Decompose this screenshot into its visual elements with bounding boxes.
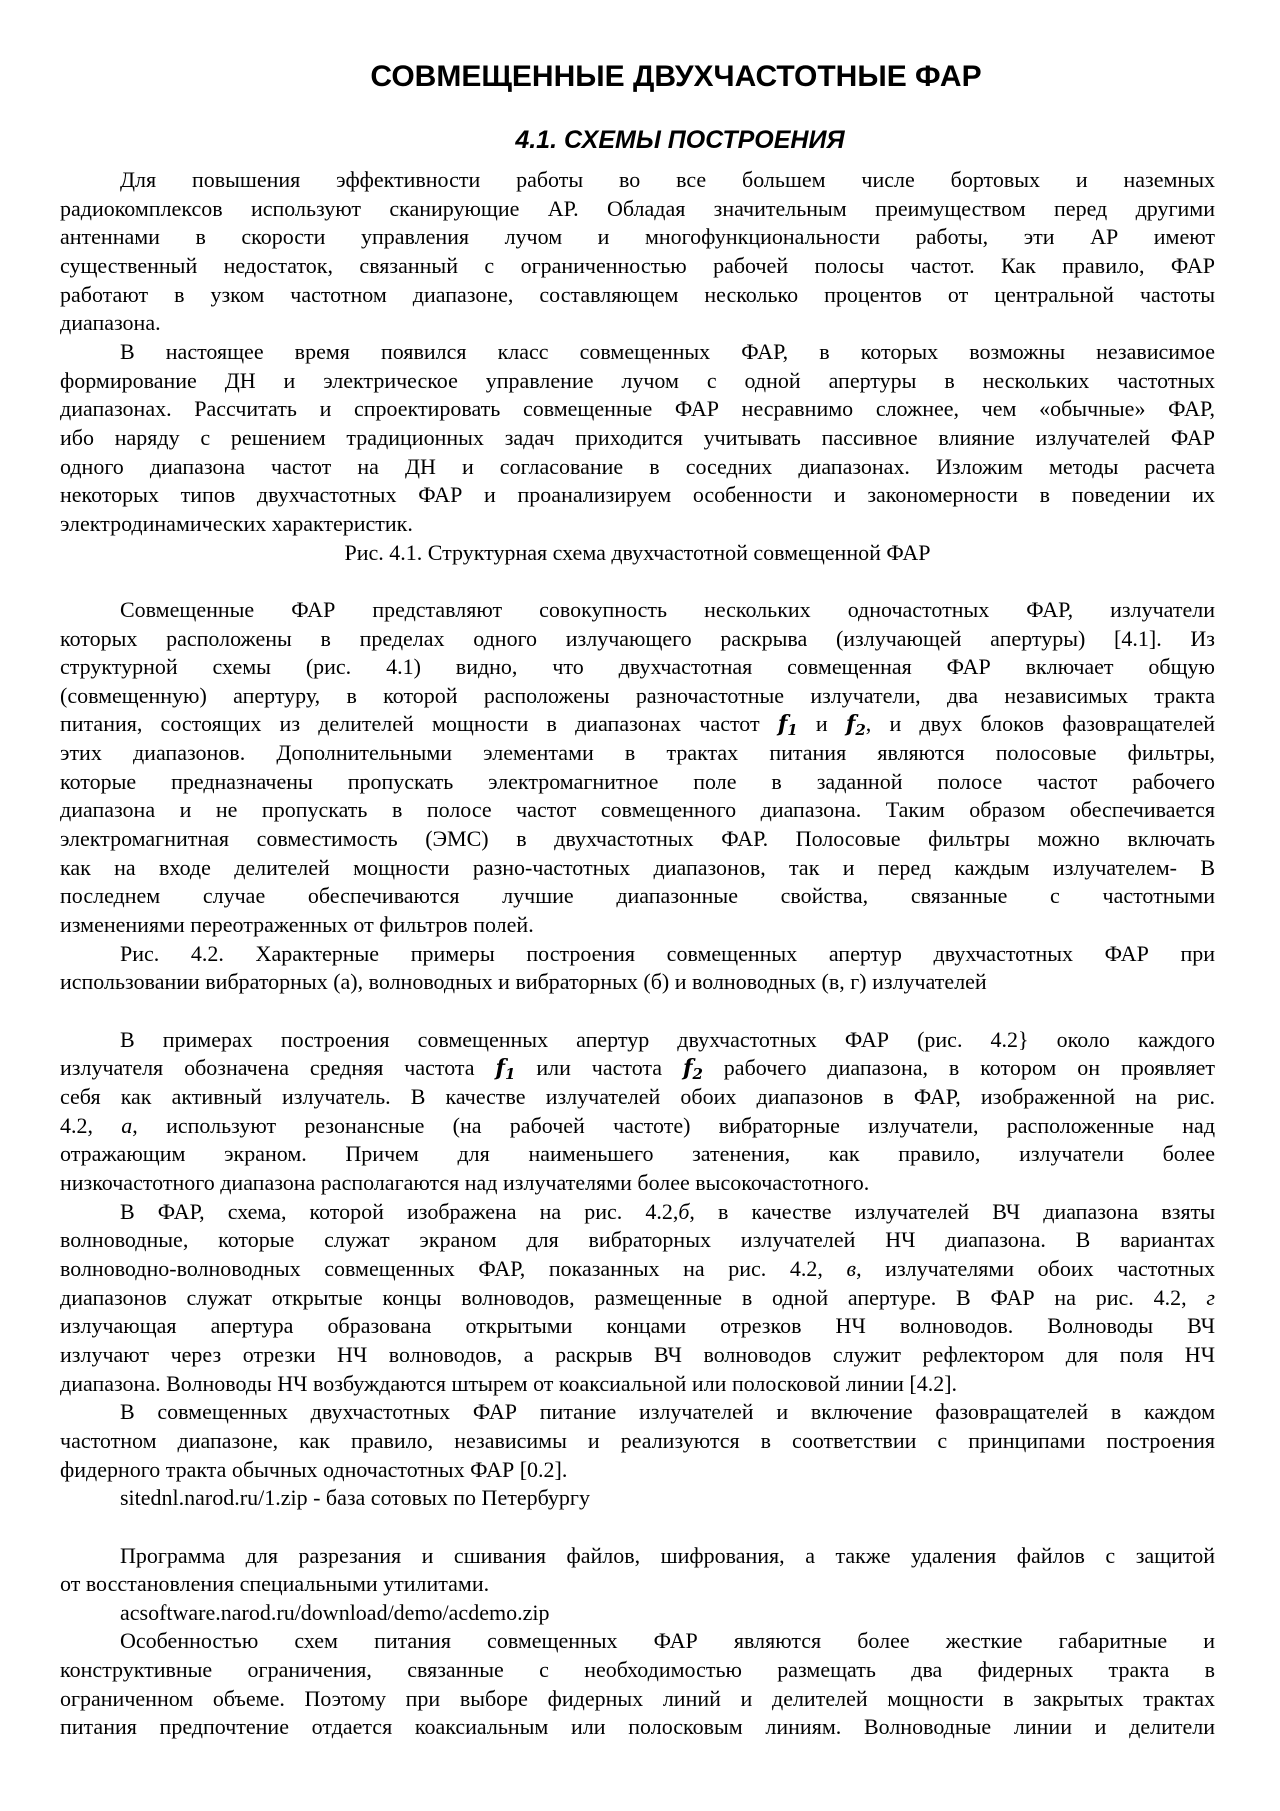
figure-label: в [846, 1255, 857, 1281]
figure-label: г [1206, 1284, 1215, 1310]
text-line: (совмещенную) апертуру, в которой расположены разночастотные излучатели, два независимых тракта [60, 682, 1215, 708]
text-line: Особенностью схем питания совмещенных ФАР являются более жесткие габаритные и [120, 1628, 1215, 1654]
text-line: использовании вибраторных (а), волноводных и вибраторных (б) и волноводных (в, г) излучателей [60, 969, 987, 995]
text-line: acsoftware.narod.ru/download/demo/acdemo.zip [120, 1599, 550, 1625]
text-line [60, 1198, 1215, 1227]
text-line: изменениями переотраженных от фильтров полей. [60, 912, 534, 938]
frequency-symbol: f [682, 1055, 693, 1082]
text-line: которые предназначены пропускать электромагнитное поле в заданной полосе частот рабочего [60, 768, 1215, 794]
text-segment: рабочего диапазона, в котором он проявляет [702, 1055, 1216, 1081]
text-line: Для повышения эффективности работы во все большем числе бортовых и наземных [120, 167, 1215, 192]
blank-line [60, 1513, 1215, 1542]
text-line: от восстановления специальными утилитами. [60, 1571, 490, 1597]
text-segment: , излучателями обоих частотных [856, 1255, 1216, 1281]
text-line: себя как активный излучатель. В качестве излучателей обоих диапазонов в ФАР, изображенной на рис. [60, 1084, 1215, 1109]
text-line: работают в узком частотном диапазоне, составляющем несколько процентов от центральной частоты [60, 281, 1215, 307]
text-line: питания предпочтение отдается коаксиальным или полосковым линиям. Волноводные линии и делители [60, 1714, 1215, 1740]
frequency-subscript: 2 [855, 721, 866, 740]
text-segment: волноводно-волноводных совмещенных ФАР, показанных на рис. 4.2, [60, 1255, 847, 1281]
text-line: фидерного тракта обычных одночастотных ФАР [0.2]. [60, 1456, 568, 1482]
text-line: ибо наряду с решением традиционных задач приходится учитывать пассивное влияние излучателей ФАР [60, 424, 1215, 450]
text-segment: диапазонов служат открытые концы волноводов, размещенные в одной апертуре. В ФАР на рис. 4.2, [60, 1284, 1207, 1310]
text-line: В настоящее время появился класс совмещенных ФАР, в которых возможны независимое [120, 338, 1215, 364]
text-line: диапазона. [60, 310, 161, 336]
text-segment: или частота [515, 1055, 683, 1081]
text-line: Рис. 4.2. Характерные примеры построения совмещенных апертур двухчастотных ФАР при [120, 940, 1215, 966]
section-heading: 4.1. СХЕМЫ ПОСТРОЕНИЯ [515, 126, 845, 154]
text-line: диапазона и не пропускать в полосе частот совмещенного диапазона. Таким образом обеспечивается [60, 797, 1215, 823]
text-line: формирование ДН и электрическое управление лучом с одной апертуры в нескольких частотных [60, 367, 1215, 393]
text-line [60, 1112, 1215, 1141]
text-line: одного диапазона частот на ДН и согласование в соседних диапазонах. Изложим методы расчета [60, 453, 1215, 479]
text-line: конструктивные ограничения, связанные с необходимостью размещать два фидерных тракта в [60, 1657, 1215, 1683]
text-line: электромагнитная совместимость (ЭМС) в двухчастотных ФАР. Полосовые фильтры можно включать [60, 826, 1215, 852]
blank-line [60, 567, 1215, 596]
figure-caption: Рис. 4.1. Структурная схема двухчастотной совмещенной ФАР [344, 539, 931, 565]
text-line [60, 1255, 1215, 1284]
text-segment: излучателя обозначена средняя частота [60, 1055, 496, 1081]
document-title: СОВМЕЩЕННЫЕ ДВУХЧАСТОТНЫЕ ФАР [370, 60, 982, 93]
text-line [60, 710, 1215, 739]
figure-label: б [678, 1198, 690, 1224]
text-line: которых расположены в пределах одного излучающего раскрыва (излучающей апертуры) [4.1]. Из [60, 625, 1215, 651]
text-line: радиокомплексов используют сканирующие АР. Обладая значительным преимуществом перед другими [60, 195, 1215, 221]
text-line: существенный недостаток, связанный с ограниченностью рабочей полосы частот. Как правило, ФАР [60, 252, 1215, 278]
text-line: диапазонах. Рассчитать и спроектировать совмещенные ФАР несравнимо сложнее, чем «обычные» ФАР, [60, 396, 1215, 422]
text-line: В примерах построения совмещенных апертур двухчастотных ФАР (рис. 4.2} около каждого [120, 1026, 1215, 1052]
text-segment: В ФАР, схема, которой изображена на рис. 4.2, [120, 1198, 679, 1224]
frequency-term [777, 711, 798, 740]
text-segment: питания, состоящих из делителей мощности в диапазонах частот [60, 711, 778, 737]
text-segment: , и двух блоков фазовращателей [865, 711, 1215, 737]
text-segment: 4.2, [60, 1112, 122, 1138]
text-line: этих диапазонов. Дополнительными элементами в трактах питания являются полосовые фильтры, [60, 740, 1215, 766]
text-line [60, 1054, 1215, 1083]
text-line: частотном диапазоне, как правило, независимы и реализуются в соответствии с принципами построения [60, 1427, 1215, 1453]
frequency-symbol: f [777, 711, 788, 738]
text-segment: , используют резонансные (на рабочей частоте) вибраторные излучатели, расположенные над [132, 1112, 1216, 1138]
text-line: низкочастотного диапазона располагаются над излучателями более высокочастотного. [60, 1169, 870, 1195]
text-line [60, 1284, 1215, 1313]
figure-label: а [121, 1112, 133, 1138]
document-body [60, 166, 1215, 1742]
text-segment: и [797, 711, 846, 737]
text-line: В совмещенных двухчастотных ФАР питание излучателей и включение фазовращателей в каждом [120, 1399, 1215, 1425]
text-line: некоторых типов двухчастотных ФАР и проанализируем особенности и закономерности в поведении их [60, 482, 1215, 508]
blank-line [60, 997, 1215, 1026]
text-line: излучающая апертура образована открытыми концами отрезков НЧ волноводов. Волноводы ВЧ [60, 1313, 1215, 1339]
text-line: диапазона. Волноводы НЧ возбуждаются штырем от коаксиальной или полосковой линии [4.2]. [60, 1370, 958, 1396]
frequency-subscript: 2 [692, 1065, 703, 1084]
frequency-subscript: 1 [787, 721, 798, 740]
text-line: электродинамических характеристик. [60, 510, 413, 536]
text-line: антеннами в скорости управления лучом и многофункциональности работы, эти АР имеют [60, 224, 1215, 250]
frequency-term [682, 1055, 703, 1084]
text-line: отражающим экраном. Причем для наименьшего затенения, как правило, излучатели более [60, 1141, 1215, 1167]
text-line: sitednl.narod.ru/1.zip - база сотовых по Петербургу [120, 1485, 590, 1511]
text-line: структурной схемы (рис. 4.1) видно, что двухчастотная совмещенная ФАР включает общую [60, 654, 1215, 680]
text-line: Программа для разрезания и сшивания файлов, шифрования, а также удаления файлов с защитой [120, 1542, 1215, 1568]
frequency-symbol: f [845, 711, 856, 738]
text-line: волноводные, которые служат экраном для вибраторных излучателей НЧ диапазона. В вариантах [60, 1227, 1215, 1253]
text-segment: , в качестве излучателей ВЧ диапазона взяты [689, 1198, 1215, 1224]
text-line: Совмещенные ФАР представляют совокупность нескольких одночастотных ФАР, излучатели [120, 596, 1215, 622]
text-line: как на входе делителей мощности разно-частотных диапазонов, так и перед каждым излучателем- В [60, 854, 1215, 880]
frequency-symbol: f [495, 1055, 505, 1082]
text-line: излучают через отрезки НЧ волноводов, а раскрыв ВЧ волноводов служит рефлектором для поля НЧ [60, 1341, 1215, 1367]
text-line: последнем случае обеспечиваются лучшие диапазонные свойства, связанные с частотными [60, 883, 1215, 909]
frequency-subscript: 1 [504, 1065, 516, 1084]
frequency-term [845, 711, 866, 740]
frequency-term [495, 1055, 516, 1084]
text-line: ограниченном объеме. Поэтому при выборе фидерных линий и делителей мощности в закрытых трактах [60, 1685, 1215, 1711]
